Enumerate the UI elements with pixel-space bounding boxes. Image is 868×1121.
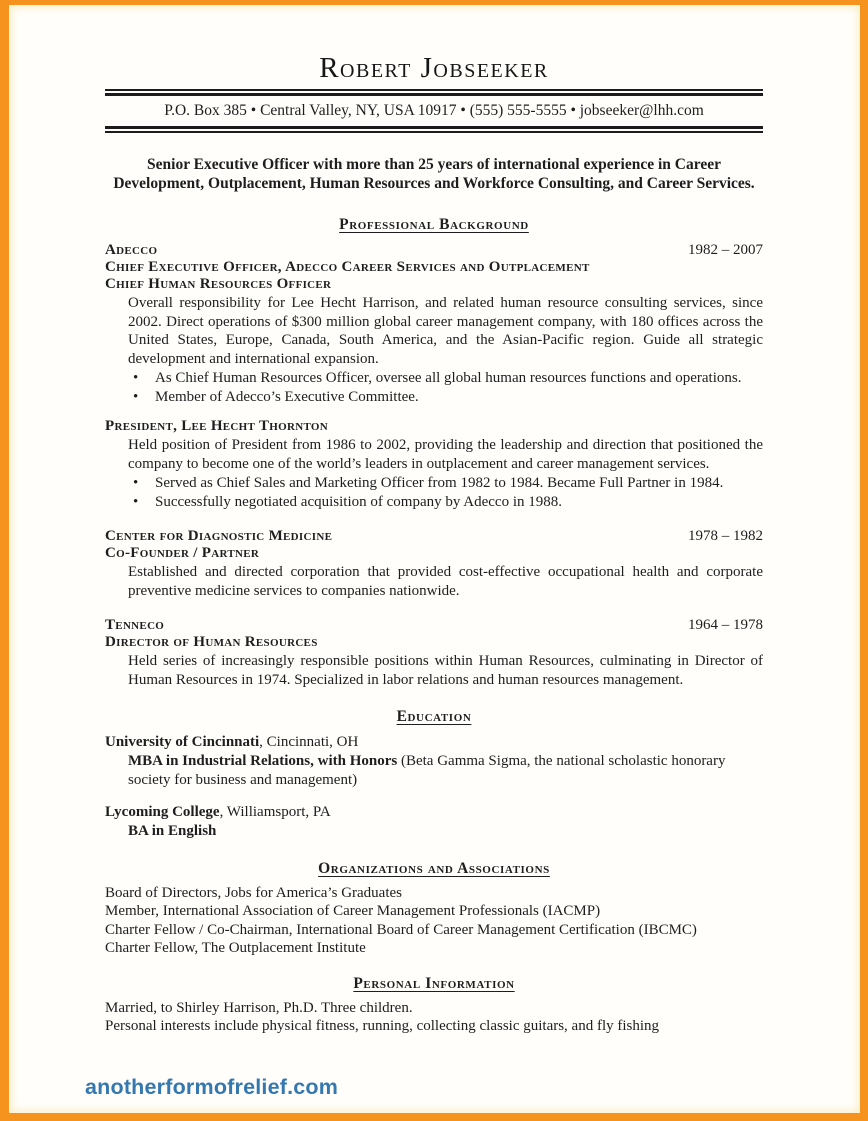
- date-range: 1978 – 1982: [688, 528, 763, 544]
- organization-item: Charter Fellow / Co-Chairman, International Board of Career Management Certification (IBCMC): [105, 921, 697, 938]
- bullet-icon: •: [133, 388, 139, 405]
- bullet-icon: •: [133, 475, 139, 491]
- job-title: Director of Human Resources: [105, 634, 318, 650]
- education-entry-lycoming: [105, 803, 763, 841]
- bullet-list: [105, 474, 763, 511]
- content-area: [9, 5, 860, 1036]
- bullet-list: [105, 369, 763, 406]
- company-name: Adecco: [105, 242, 158, 258]
- bullet-text: Member of Adecco’s Executive Committee.: [155, 388, 419, 405]
- job-description: Established and directed corporation that provided cost-effective occupational health and corporate preventive medicine services to companies nationwide.: [128, 564, 763, 599]
- page-title: Robert Jobseeker: [319, 52, 549, 84]
- contact-line: P.O. Box 385 • Central Valley, NY, USA 10917 • (555) 555-5555 • jobseeker@lhh.com: [164, 102, 704, 119]
- job-title: Co-Founder / Partner: [105, 545, 260, 561]
- job-description: Overall responsibility for Lee Hecht Harrison, and related human resource consulting services, since 2002. Direct operations of $300 million global career management company, with 180 offices across the United States, Europe, Canada, South America, and the Asian-Pacific region. Guide all strategic development and international expansion.: [128, 295, 763, 367]
- experience-entry-lee-hecht-thornton: [105, 418, 763, 511]
- bullet-icon: •: [133, 370, 139, 386]
- experience-entry-center-diagnostic-medicine: [105, 527, 763, 600]
- bullet-icon: •: [133, 493, 139, 510]
- company-name: Center for Diagnostic Medicine: [105, 528, 333, 544]
- degree-note: (Beta Gamma Sigma, the national scholastic honorary society for business and management): [128, 753, 726, 788]
- education-entry-cincinnati: [105, 733, 763, 789]
- header-rule-bottom: [105, 126, 763, 133]
- entry-header-row: [105, 616, 763, 634]
- bullet-item: [133, 474, 763, 493]
- bullet-text: Served as Chief Sales and Marketing Officer from 1982 to 1984. Became Full Partner in 1984.: [155, 475, 724, 491]
- degree-line: [128, 822, 763, 841]
- school-location: , Cincinnati, OH: [259, 734, 359, 750]
- job-title: Chief Human Resources Officer: [105, 276, 332, 292]
- degree-name: BA in English: [128, 823, 217, 839]
- date-range: 1982 – 2007: [688, 242, 763, 258]
- experience-entry-adecco: [105, 241, 763, 406]
- school-line: [105, 733, 763, 752]
- header-rule-top: [105, 89, 763, 96]
- section-heading-personal-information: Personal Information: [353, 974, 515, 992]
- bullet-text: Successfully negotiated acquisition of company by Adecco in 1988.: [155, 493, 562, 510]
- section-heading-professional-background: Professional Background: [339, 216, 529, 233]
- profile-summary: Senior Executive Officer with more than 25 years of international experience in Career Development, Outplacement, Human Resources and Workforce Consulting, and Career Services.: [113, 156, 755, 192]
- school-name: University of Cincinnati: [105, 734, 260, 750]
- degree-name: MBA in Industrial Relations, with Honors: [128, 753, 398, 769]
- date-range: 1964 – 1978: [688, 617, 763, 633]
- job-description: Held series of increasingly responsible positions within Human Resources, culminating in Director of Human Resources in 1974. Specialized in labor relations and human resources management.: [128, 653, 763, 688]
- company-name: Tenneco: [105, 617, 165, 633]
- school-location: , Williamsport, PA: [219, 804, 331, 820]
- degree-line: [128, 752, 763, 789]
- school-line: [105, 803, 763, 822]
- bullet-text: As Chief Human Resources Officer, oversee all global human resources functions and operations.: [155, 370, 742, 386]
- organization-item: Charter Fellow, The Outplacement Institute: [105, 940, 366, 956]
- bullet-item: [133, 493, 763, 512]
- bullet-item: [133, 388, 763, 407]
- entry-header-row: [105, 241, 763, 259]
- personal-info-item: Married, to Shirley Harrison, Ph.D. Three children.: [105, 999, 413, 1016]
- organization-item: Member, International Association of Career Management Professionals (IACMP): [105, 903, 601, 919]
- bullet-item: [133, 369, 763, 388]
- site-watermark: anotherformofrelief.com: [85, 1075, 339, 1099]
- school-name: Lycoming College: [105, 804, 220, 820]
- job-description: Held position of President from 1986 to 2002, providing the leadership and direction that positioned the company to become one of the world’s leaders in outplacement and career management services.: [128, 437, 763, 472]
- job-title: Chief Executive Officer, Adecco Career Services and Outplacement: [105, 259, 590, 275]
- section-heading-organizations: Organizations and Associations: [318, 859, 550, 877]
- job-title: President, Lee Hecht Thornton: [105, 418, 328, 434]
- personal-info-item: Personal interests include physical fitness, running, collecting classic guitars, and fly fishing: [105, 1018, 660, 1034]
- organization-item: Board of Directors, Jobs for America’s Graduates: [105, 884, 402, 901]
- section-heading-education: Education: [396, 708, 472, 725]
- experience-entry-tenneco: [105, 616, 763, 689]
- entry-header-row: [105, 527, 763, 545]
